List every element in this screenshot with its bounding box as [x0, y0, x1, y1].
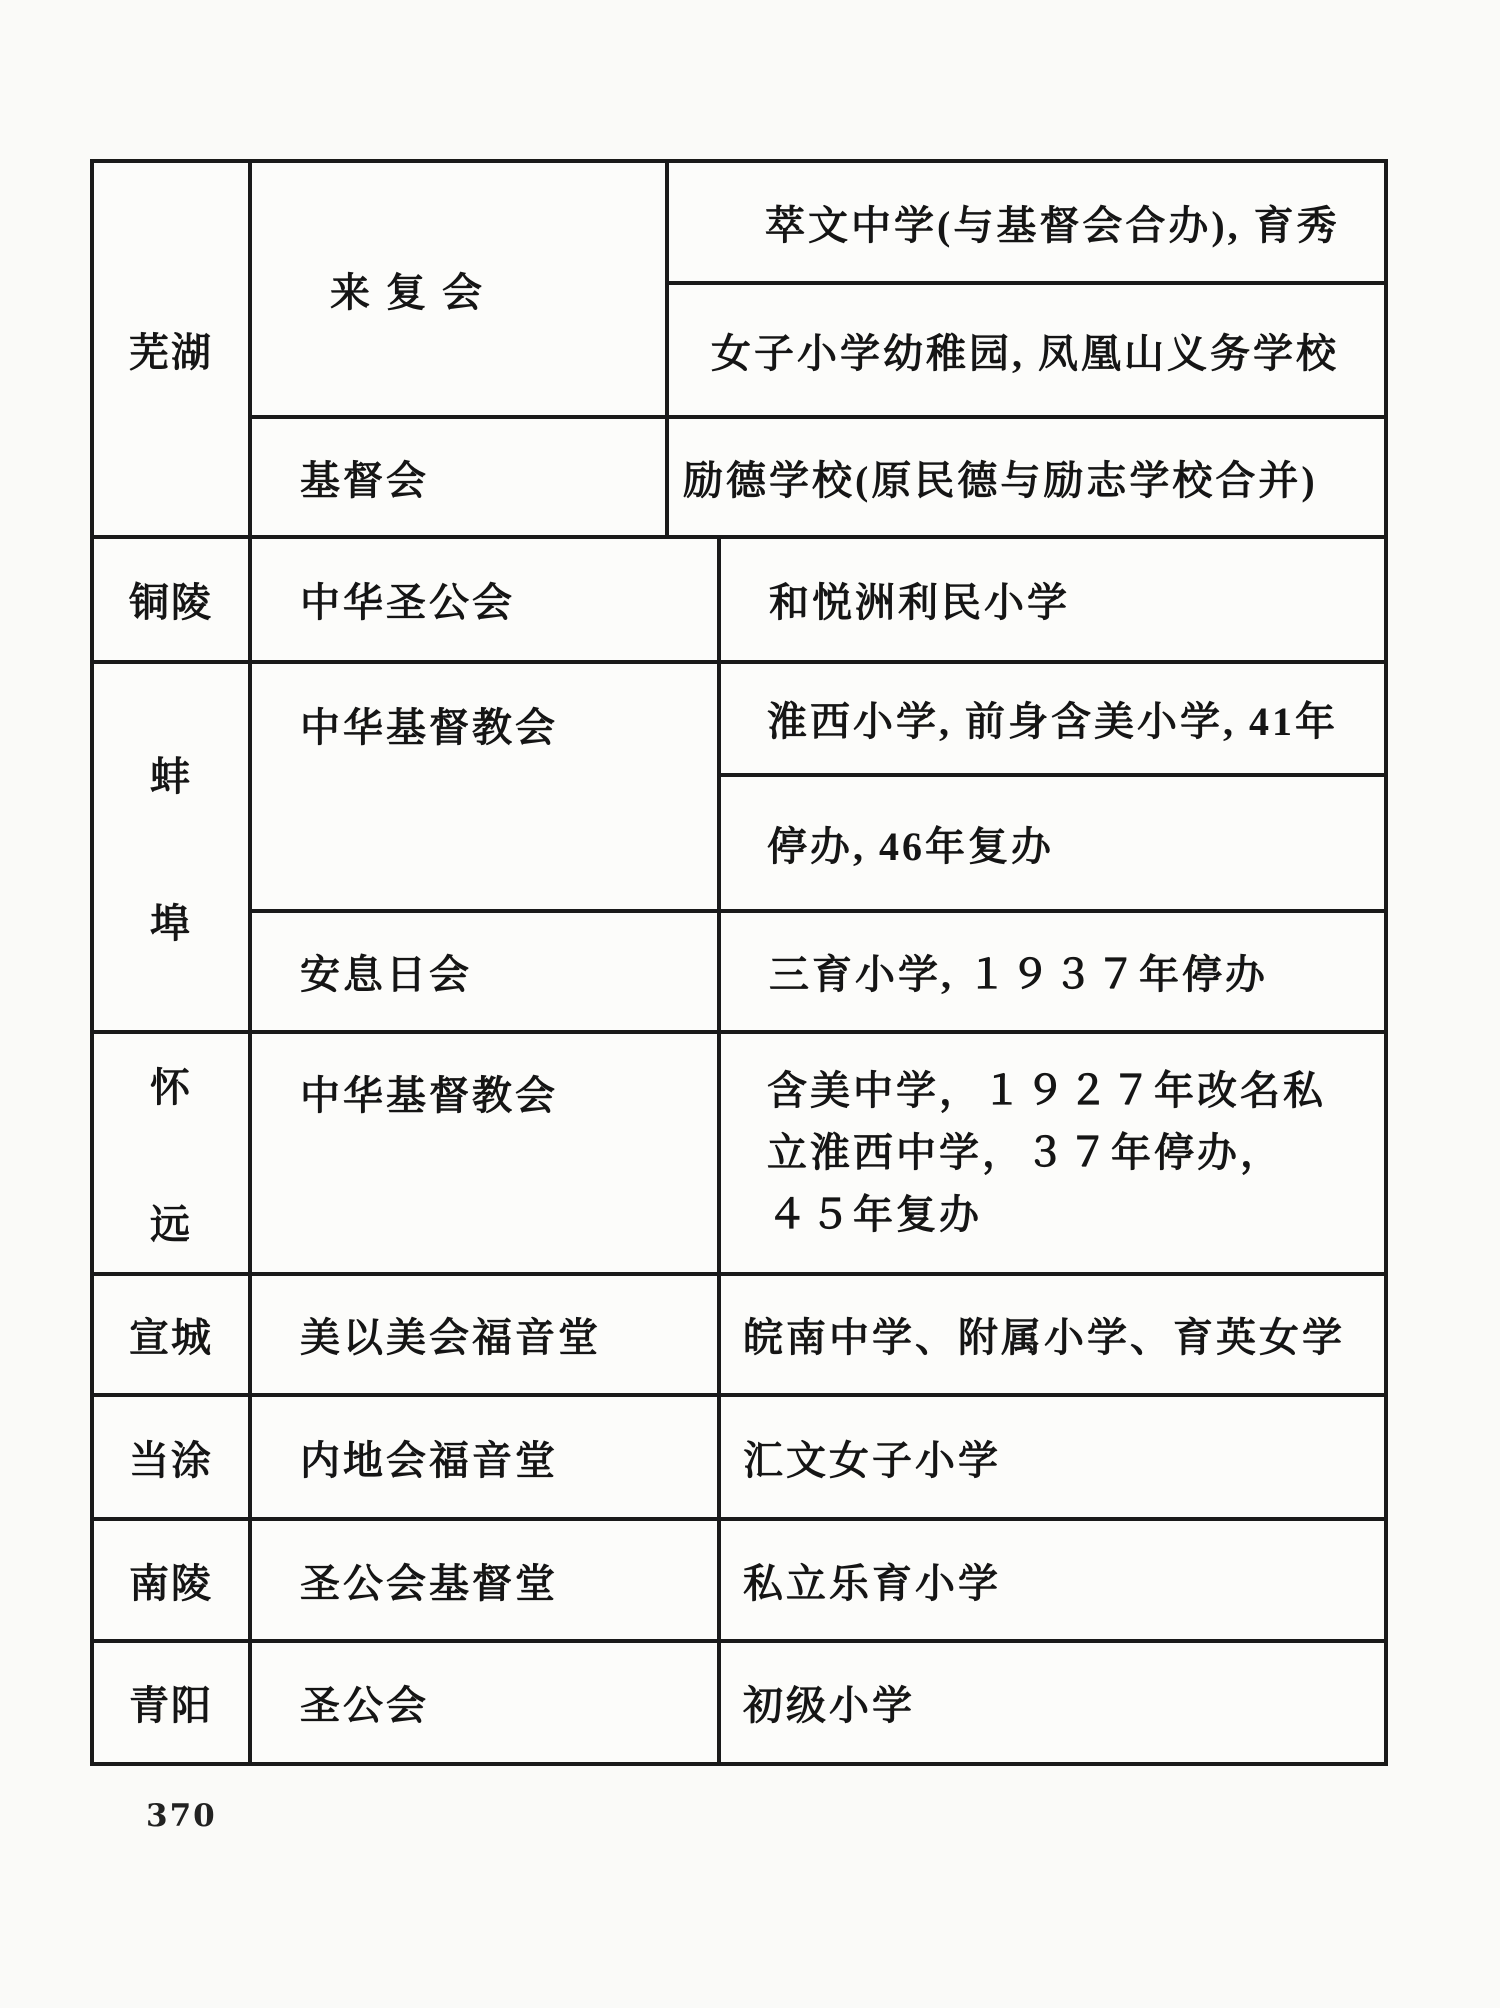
location-cell-bengbu	[94, 664, 252, 1030]
school-cell: 皖南中学、附属小学、育英女学	[743, 1315, 1345, 1360]
location-char: 远	[150, 1202, 192, 1247]
school-cell: 私立乐育小学	[743, 1560, 1001, 1606]
org-cell-laifuhui: 来 复 会	[252, 163, 669, 415]
org-cell: 美以美会福音堂	[252, 1276, 721, 1393]
school-line: 立淮西中学，３７年停办，	[767, 1130, 1283, 1175]
location-cell-huaiyuan	[94, 1034, 252, 1272]
section-xuancheng	[94, 1272, 1384, 1393]
section-tongling	[94, 535, 1384, 660]
school-cell: 三育小学, １９３７年停办	[721, 909, 1384, 1030]
org-cell-jiduhui: 基督会	[252, 415, 669, 535]
school-cell: 淮西小学, 前身含美小学, 41年	[721, 664, 1384, 777]
location-cell-wuhu: 芜湖	[94, 163, 252, 535]
org-cell: 圣公会基督堂	[252, 1521, 721, 1639]
school-cell: 女子小学幼稚园, 凤凰山义务学校	[711, 330, 1339, 376]
school-line: 含美中学，１９２７年改名私	[767, 1068, 1326, 1113]
location-cell-xuancheng: 宣城	[94, 1276, 252, 1393]
org-cell: 圣公会	[252, 1643, 721, 1762]
school-line: ４５年复办	[767, 1192, 982, 1237]
school-cell: 停办, 46年复办	[767, 823, 1054, 869]
school-cell: 汇文女子小学	[743, 1437, 1001, 1483]
location-cell-tongling: 铜陵	[94, 539, 252, 660]
org-cell-zhonghua-jidu: 中华基督教会	[252, 664, 721, 909]
school-cell: 励德学校(原民德与励志学校合并)	[669, 415, 1384, 535]
location-char: 埠	[150, 901, 192, 946]
section-nanling	[94, 1517, 1384, 1639]
school-cell: 初级小学	[743, 1683, 915, 1728]
org-cell: 中华圣公会	[252, 539, 721, 660]
location-cell-qingyang: 青阳	[94, 1643, 252, 1762]
section-huaiyuan	[94, 1030, 1384, 1272]
org-cell: 内地会福音堂	[252, 1397, 721, 1517]
location-cell-nanling: 南陵	[94, 1521, 252, 1639]
school-cell: 和悦洲利民小学	[769, 580, 1070, 625]
page-number: 370	[146, 1798, 217, 1834]
schools-table	[90, 159, 1388, 1766]
org-cell-anxiri: 安息日会	[252, 909, 721, 1030]
section-wuhu	[94, 163, 1384, 535]
location-cell-dangtu: 当涂	[94, 1397, 252, 1517]
section-dangtu	[94, 1393, 1384, 1517]
location-char: 蚌	[150, 754, 192, 799]
location-char: 怀	[150, 1065, 192, 1110]
school-cell-multiline	[721, 1034, 1384, 1272]
school-cell: 萃文中学(与基督会合办), 育秀	[669, 163, 1384, 285]
org-cell: 中华基督教会	[252, 1034, 721, 1272]
section-bengbu	[94, 660, 1384, 1030]
section-qingyang	[94, 1639, 1384, 1762]
